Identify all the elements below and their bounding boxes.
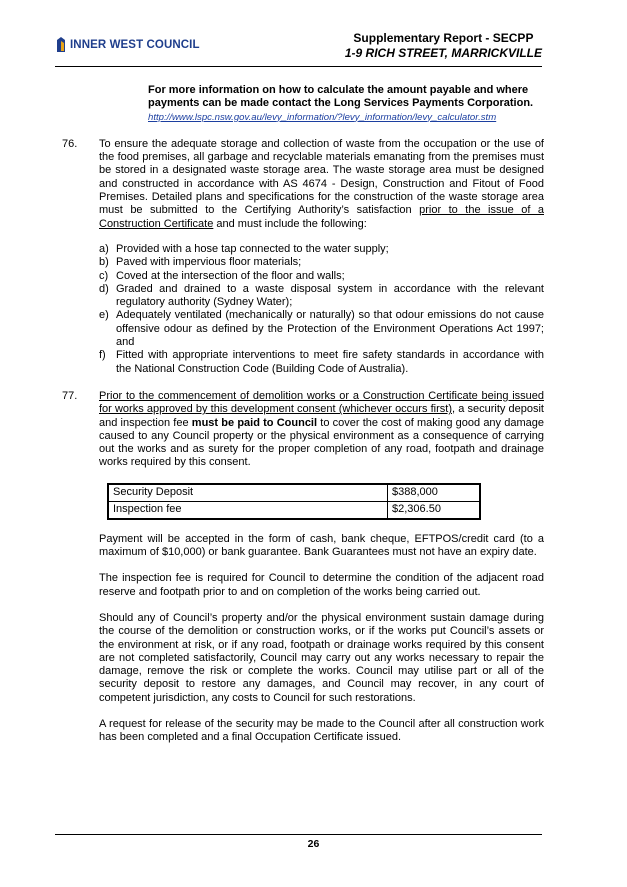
fee-amount: $2,306.50	[388, 501, 481, 519]
council-logo-text: INNER WEST COUNCIL	[70, 39, 200, 51]
footer-divider	[55, 834, 542, 835]
condition-text: Prior to the commencement of demolition works or a Construction Certificate being issued for works approved by this development consent (whichever occurs first), a security deposit and inspection fee must be paid to Council to cover the cost of making good any damage caused to any Council property or the physical environment as a consequence of carrying out the works and as surety for the proper completion of any road, footpath and drainage works required by this consent.	[99, 389, 545, 469]
council-logo-icon	[55, 37, 67, 53]
table-row	[108, 484, 480, 502]
list-item: b) Paved with impervious floor materials;	[99, 256, 302, 269]
requirements-list	[99, 243, 544, 376]
list-item: f) Fitted with appropriate interventions to meet fire safety standards in accordance with the National Construction Code (Building Code of Australia).	[99, 349, 544, 375]
condition-77	[62, 390, 544, 745]
info-note-text: For more information on how to calculate the amount payable and where payments can be made contact the Long Services Payments Corporation.	[148, 84, 534, 110]
fees-table	[107, 483, 481, 520]
condition-text: To ensure the adequate storage and collection of waste from the occupation or the use of the food premises, all garbage and recyclable materials emanating from the premises must be stored in a designated waste storage area. The waste storage area must be designed and constructed in accordance with AS 4674 - Design, Construction and Fitout of Food Premises. Detailed plans and specifications for the construction of the waste storage area must be submitted to the Certifying Authority’s satisfaction prior to the issue of a Construction Certificate and must include the following:	[99, 137, 544, 230]
condition-number: 76.	[62, 137, 78, 150]
condition-76	[62, 138, 544, 376]
list-item: c) Coved at the intersection of the floor and walls;	[99, 269, 345, 282]
list-item: a) Provided with a hose tap connected to the water supply;	[99, 242, 389, 255]
info-note	[148, 84, 544, 124]
report-title: Supplementary Report - SECPP	[353, 31, 534, 45]
header-divider	[55, 66, 542, 67]
paragraph: Payment will be accepted in the form of cash, bank cheque, EFTPOS/credit card (to a maximum of $10,000) or bank guarantee. Bank Guarantees must not have an expiry date.	[99, 532, 544, 559]
report-address: 1-9 RICH STREET, MARRICKVILLE	[344, 46, 542, 60]
fee-item: Security Deposit	[108, 484, 388, 502]
paragraph: A request for release of the security may be made to the Council after all construction work has been completed and a final Occupation Certificate issued.	[99, 717, 544, 744]
page-number: 26	[307, 838, 320, 850]
council-logo	[55, 37, 200, 53]
fee-item: Inspection fee	[108, 501, 388, 519]
document-body	[62, 84, 544, 745]
paragraph: The inspection fee is required for Council to determine the condition of the adjacent road reserve and footpath prior to and on completion of the works being carried out.	[99, 572, 544, 598]
fee-amount: $388,000	[388, 484, 481, 502]
paragraph: Should any of Council’s property and/or the physical environment sustain damage during the course of the demolition or construction works, or if the works put Council’s assets or the environment at risk, or if any road, footpath or drainage works required by this consent are not completed satisfactorily, Council may carry out any works necessary to repair the damage, remove the risk or complete the works. Council may utilise part or all of the security deposit to restore any damages, and Council may recover, in any court of competent jurisdiction, any costs to Council for such restorations.	[99, 611, 544, 704]
levy-calculator-link[interactable]: http://www.lspc.nsw.gov.au/levy_information/?levy_information/levy_calculator.stm	[148, 111, 497, 123]
list-item: e) Adequately ventilated (mechanically or naturally) so that odour emissions do not cause offensive odour as defined by the Protection of the Environment Operations Act 1997; and	[99, 309, 544, 349]
condition-number: 77.	[62, 389, 78, 402]
table-row	[108, 501, 480, 519]
list-item: d) Graded and drained to a waste disposal system in accordance with the relevant regulatory authority (Sydney Water);	[99, 282, 544, 309]
page-header	[345, 31, 542, 61]
